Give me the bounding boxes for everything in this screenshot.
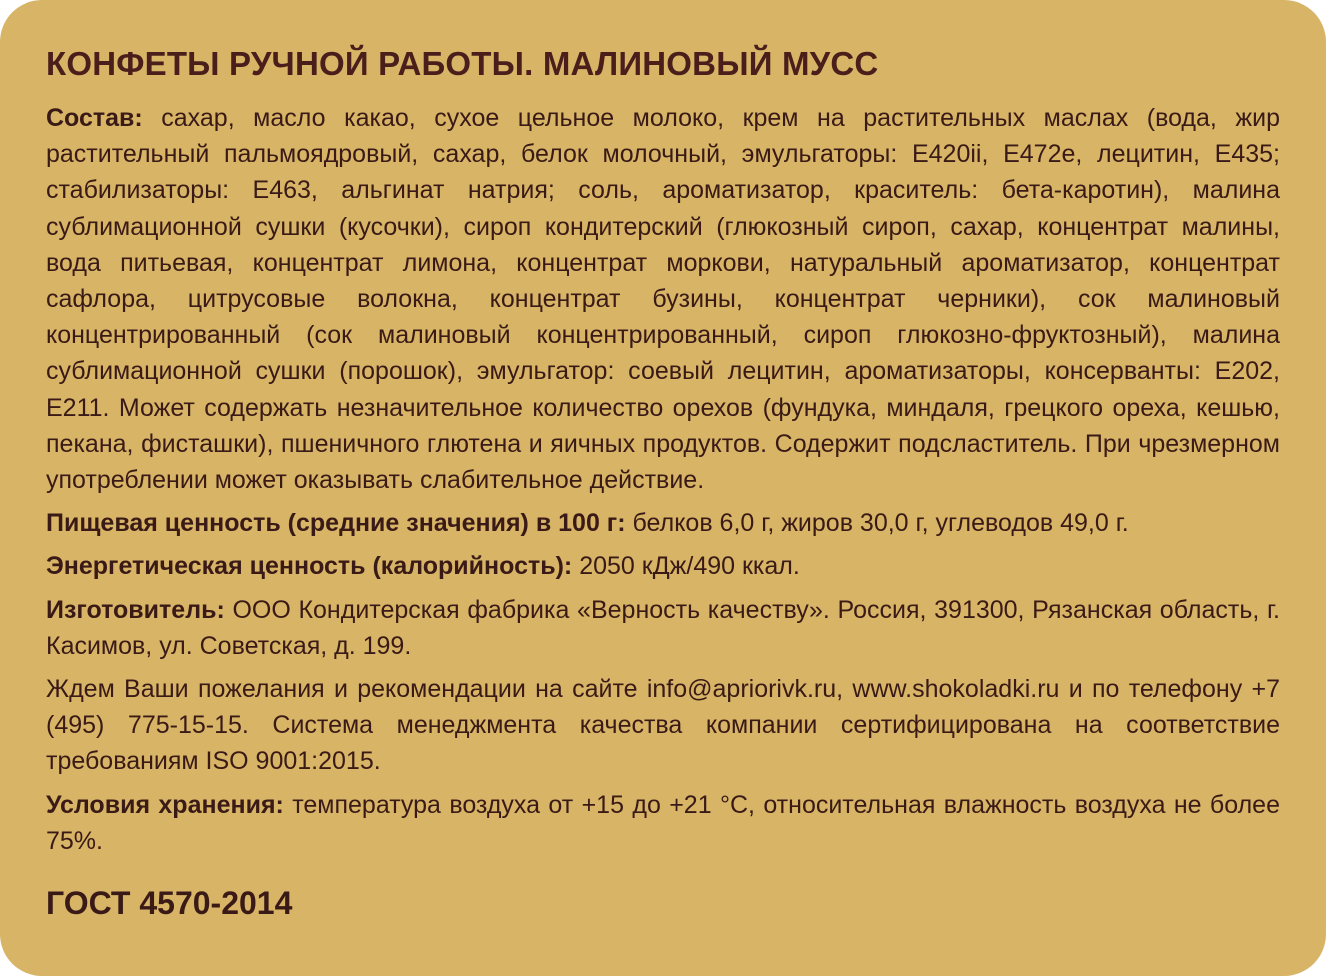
energy-paragraph <box>46 548 1280 584</box>
storage-label: Условия хранения: <box>46 790 284 819</box>
composition-label: Состав: <box>46 104 143 132</box>
manufacturer-label: Изготовитель: <box>46 595 225 624</box>
nutrition-label: Пищевая ценность (средние значения) в 100 г: <box>46 509 626 538</box>
composition-paragraph <box>46 100 1280 498</box>
product-title: КОНФЕТЫ РУЧНОЙ РАБОТЫ. МАЛИНОВЫЙ МУСС <box>46 45 879 82</box>
nutrition-text: белков 6,0 г, жиров 30,0 г, углеводов 49,0 г. <box>632 509 1129 538</box>
energy-text: 2050 кДж/490 ккал. <box>579 552 800 581</box>
contact-paragraph <box>46 671 1280 780</box>
nutrition-paragraph <box>46 505 1280 541</box>
storage-text: температура воздуха от +15 до +21 °С, относительная влажность воздуха не более 75%. <box>46 790 1280 855</box>
contact-text: Ждем Ваши пожелания и рекомендации на сайте info@apriorivk.ru, www.shokoladki.ru и по телефону +7 (495) 775-15-15. Система менеджмента качества компании сертифицирована на соответствие требованиям ISO 9001:2015. <box>46 675 1280 776</box>
energy-label: Энергетическая ценность (калорийность): <box>46 552 573 581</box>
composition-text: сахар, масло какао, сухое цельное молоко, крем на растительных маслах (вода, жир растительный пальмоядровый, сахар, белок молочный, эмульгаторы: Е420ii, Е472е, лецитин, Е435; стабилизаторы: Е463, альгинат натрия; соль, ароматизатор, краситель: бета-каротин), малина сублимационной сушки (кусочки), сироп кондитерский (глюкозный сироп, сахар, концентрат малины, вода питьевая, концентрат лимона, концентрат моркови, натуральный ароматизатор, концентрат сафлора, цитрусовые волокна, концентрат бузины, концентрат черники), сок малиновый концентрированный (сок малиновый концентрированный, сироп глюкозно-фруктозный), малина сублимационной сушки (порошок), эмульгатор: соевый лецитин, ароматизаторы, консерванты: Е202, Е211. Может содержать незначительное количество орехов (фундука, миндаля, грецкого ореха, кешью, пекана, фисташки), пшеничного глютена и яичных продуктов. Содержит подсластитель. При чрезмерном употреблении может оказывать слабительное действие. <box>46 104 1280 495</box>
manufacturer-text: ООО Кондитерская фабрика «Верность качеству». Россия, 391300, Рязанская область, г. Касимов, ул. Советская, д. 199. <box>46 595 1280 660</box>
manufacturer-paragraph <box>46 592 1280 664</box>
gost-standard: ГОСТ 4570-2014 <box>46 885 293 922</box>
storage-paragraph <box>46 787 1280 859</box>
